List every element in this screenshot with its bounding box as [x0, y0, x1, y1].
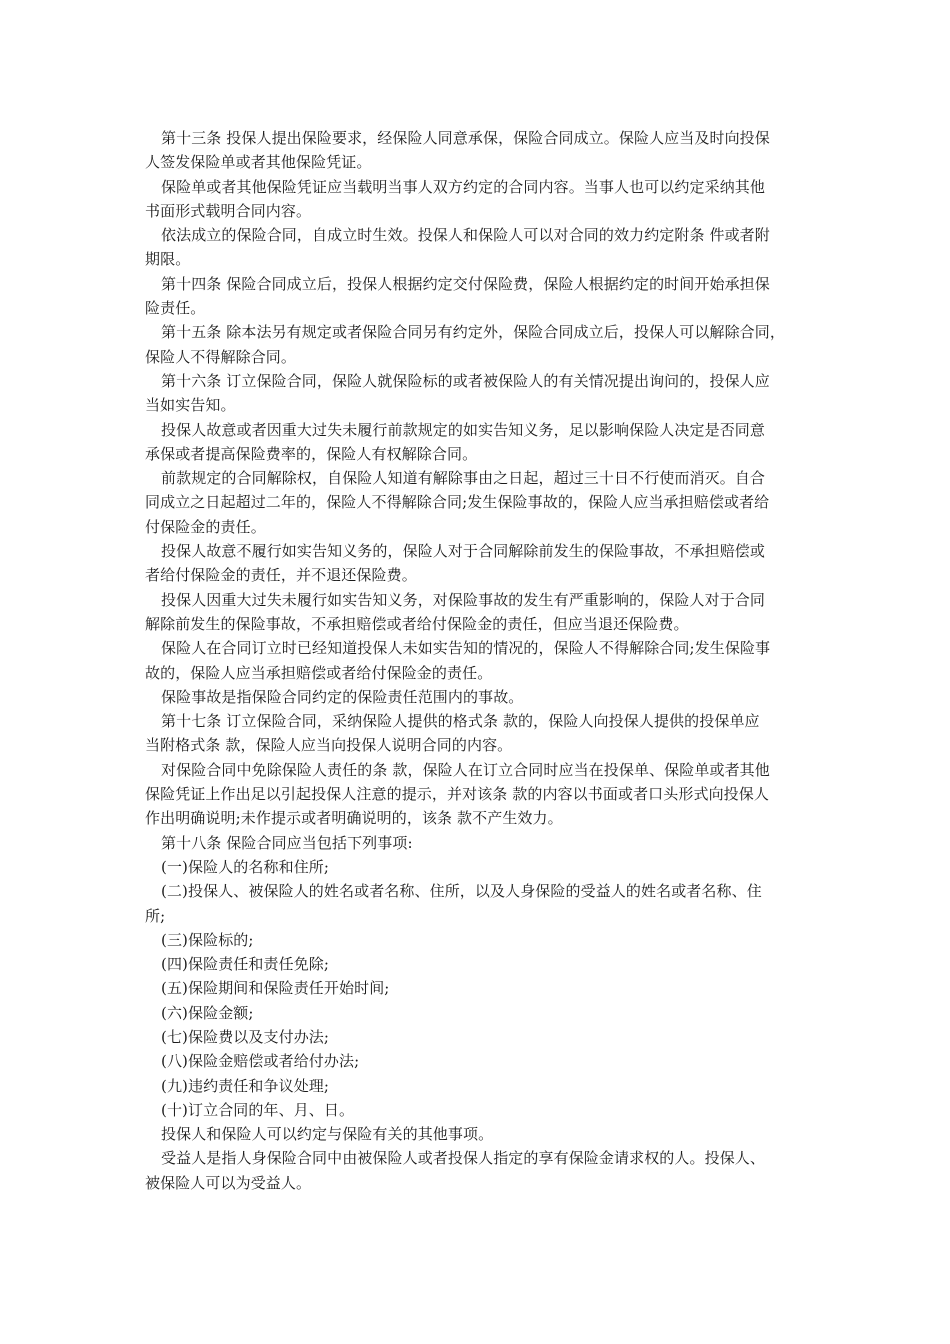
list-item: (五)保险期间和保险责任开始时间;	[161, 979, 390, 998]
paragraph: 第十七条 订立保险合同，采纳保险人提供的格式条 款的，保险人向投保人提供的投保单应 当附格式条 款，保险人应当向投保人说明合同的内容。	[145, 712, 760, 755]
paragraph: 第十四条 保险合同成立后，投保人根据约定交付保险费，保险人根据约定的时间开始承担保 险责任。	[145, 274, 770, 318]
paragraph: 投保人故意不履行如实告知义务的，保险人对于合同解除前发生的保险事故，不承担赔偿或 者给付保险金的责任，并不退还保险费。	[145, 542, 766, 585]
list-item: (一)保险人的名称和住所;	[161, 857, 330, 876]
paragraph: 投保人和保险人可以约定与保险有关的其他事项。	[161, 1125, 494, 1144]
document-body	[145, 126, 811, 1195]
list-item: (七)保险费以及支付办法;	[161, 1027, 330, 1046]
paragraph: 投保人因重大过失未履行如实告知义务，对保险事故的发生有严重影响的，保险人对于合同 解除前发生的保险事故，不承担赔偿或者给付保险金的责任，但应当退还保险费。	[145, 590, 766, 633]
paragraph: 前款规定的合同解除权，自保险人知道有解除事由之日起，超过三十日不行使而消灭。自合 同成立之日起超过二年的，保险人不得解除合同;发生保险事故的，保险人应当承担赔偿或者给 付保险金的责任。	[145, 469, 770, 536]
list-item: (八)保险金赔偿或者给付办法;	[161, 1052, 360, 1071]
list-item: (四)保险责任和责任免除;	[161, 955, 330, 974]
paragraph: 第十三条 投保人提出保险要求，经保险人同意承保，保险合同成立。保险人应当及时向投保 人签发保险单或者其他保险凭证。	[145, 129, 770, 172]
paragraph: 依法成立的保险合同，自成立时生效。投保人和保险人可以对合同的效力约定附条 件或者附 期限。	[145, 226, 770, 269]
paragraph: 第十六条 订立保险合同，保险人就保险标的或者被保险人的有关情况提出询问的，投保人应 当如实告知。	[145, 371, 770, 415]
paragraph: 对保险合同中免除保险人责任的条 款，保险人在订立合同时应当在投保单、保险单或者其他 保险凭证上作出足以引起投保人注意的提示，并对该条 款的内容以书面或者口头形式向投保人 作出明确说明;未作提示或者明确说明的，该条 款不产生效力。	[145, 760, 770, 828]
paragraph: 保险单或者其他保险凭证应当载明当事人双方约定的合同内容。当事人也可以约定采纳其他 书面形式载明合同内容。	[145, 177, 766, 220]
list-item: (三)保险标的;	[161, 930, 254, 949]
list-item: (九)违约责任和争议处理;	[161, 1076, 330, 1095]
paragraph: 第十五条 除本法另有规定或者保险合同另有约定外，保险合同成立后，投保人可以解除合同， 保险人不得解除合同。	[145, 323, 785, 366]
paragraph: 保险人在合同订立时已经知道投保人未如实告知的情况的，保险人不得解除合同;发生保险事 故的，保险人应当承担赔偿或者给付保险金的责任。	[145, 639, 771, 682]
list-item: (六)保险金额;	[161, 1003, 254, 1022]
paragraph: 受益人是指人身保险合同中由被保险人或者投保人指定的享有保险金请求权的人。投保人、 被保险人可以为受益人。	[145, 1149, 766, 1192]
list-item: (十)订立合同的年、月、日。	[161, 1100, 355, 1119]
list-item: (二)投保人、被保险人的姓名或者名称、住所，以及人身保险的受益人的姓名或者名称、住 所;	[145, 882, 762, 925]
paragraph: 保险事故是指保险合同约定的保险责任范围内的事故。	[161, 687, 524, 706]
paragraph: 第十八条 保险合同应当包括下列事项:	[161, 833, 413, 852]
paragraph: 投保人故意或者因重大过失未履行前款规定的如实告知义务，足以影响保险人决定是否同意 承保或者提高保险费率的，保险人有权解除合同。	[145, 420, 766, 463]
